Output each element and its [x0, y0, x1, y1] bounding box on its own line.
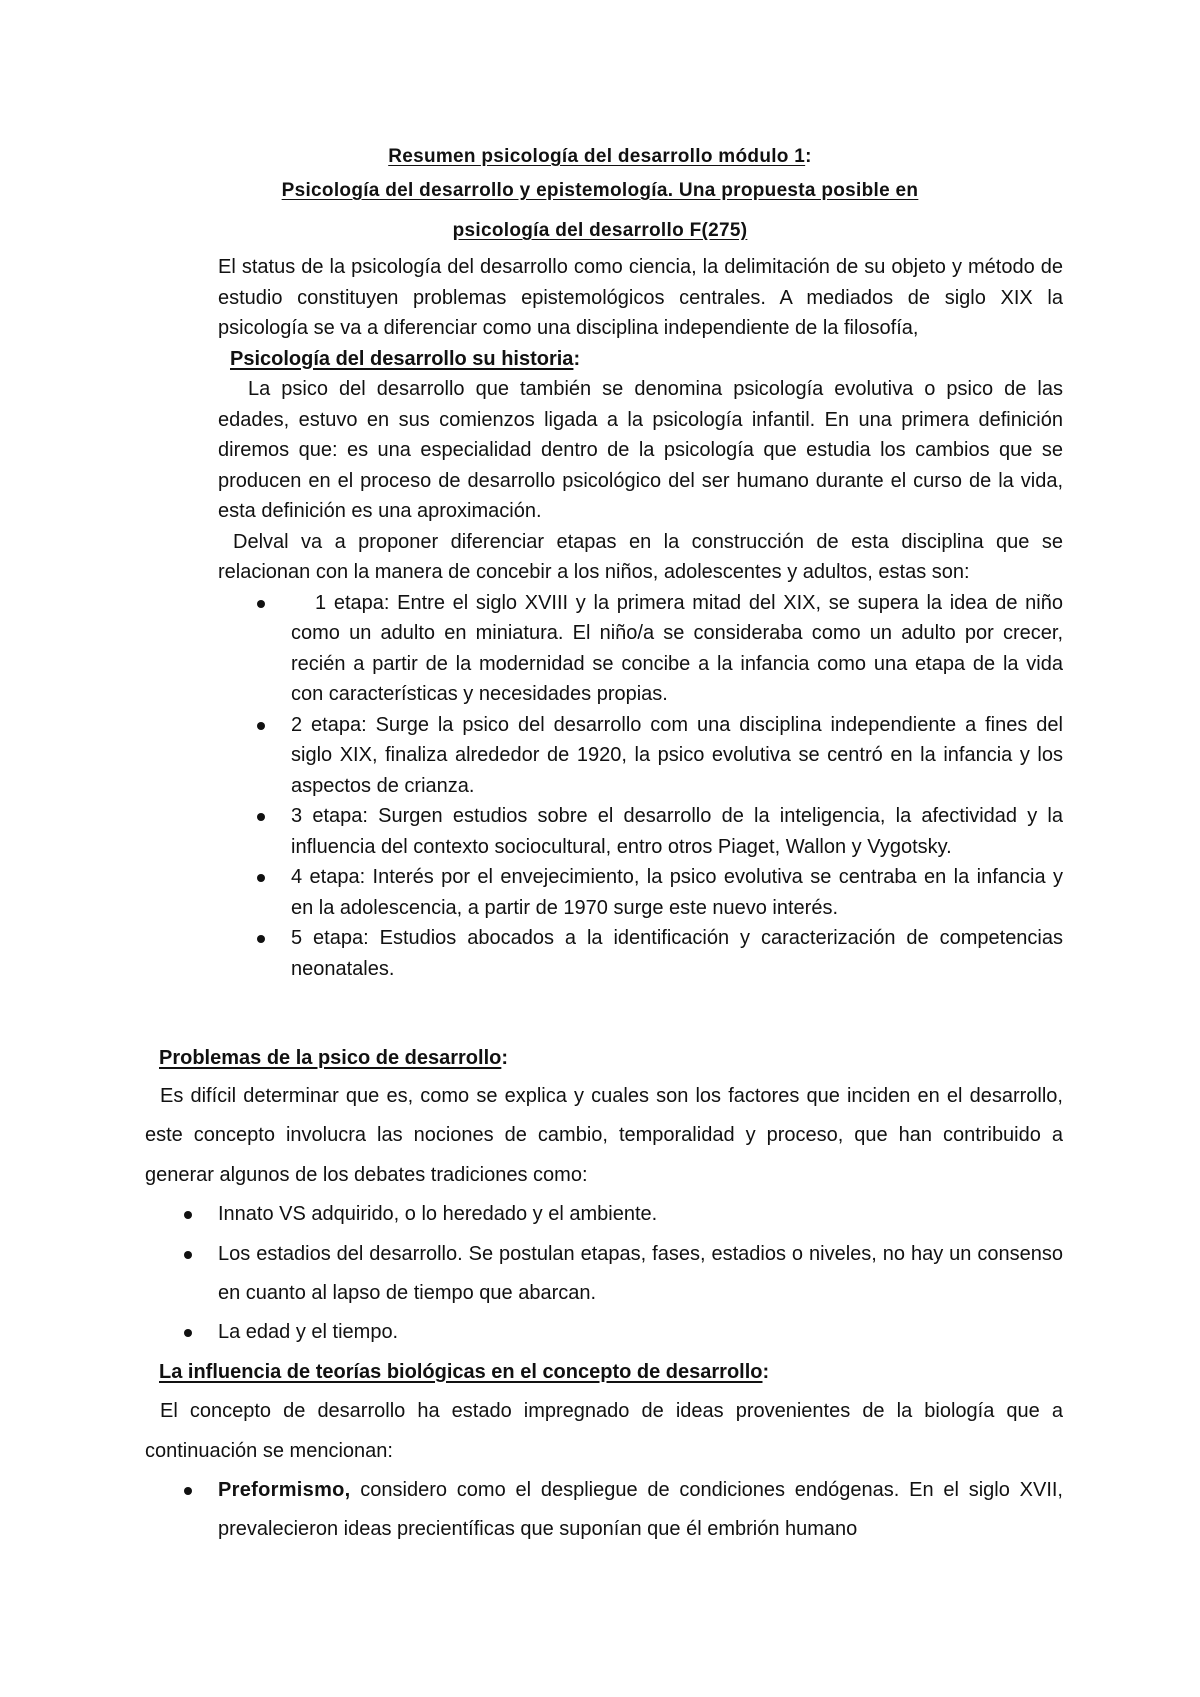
- document-title-text: Resumen psicología del desarrollo módulo 1: [388, 146, 806, 167]
- biology-paragraph: El concepto de desarrollo ha estado impregnado de ideas provenientes de la biología que a continuación se mencionan:: [145, 1400, 1063, 1462]
- history-heading: [230, 344, 1063, 375]
- intro-paragraph: El status de la psicología del desarrollo como ciencia, la delimitación de su objeto y método de estudio constituyen problemas epistemológicos centrales. A mediados de siglo XIX la psicología se va a diferenciar como una disciplina independiente de la filosofía,: [218, 256, 1063, 339]
- bullet-icon: [257, 813, 265, 821]
- list-item: [145, 1313, 1063, 1352]
- history-paragraph: La psico del desarrollo que también se denomina psicología evolutiva o psico de las edades, estuvo en sus comienzos ligada a la psicología infantil. En una primera definición diremos que: es una especialidad dentro de la psicología que estudia los cambios que se producen en el proceso de desarrollo psicológico del ser humano durante el curso de la vida, esta definición es una aproximación.: [218, 378, 1063, 522]
- debates-list: [145, 1195, 1063, 1353]
- preformismo-term: Preformismo,: [218, 1479, 351, 1502]
- problems-paragraph: Es difícil determinar que es, como se explica y cuales son los factores que inciden en el desarrollo, este concepto involucra las nociones de cambio, temporalidad y proceso, que han contribuido a generar algunos de los debates tradiciones como:: [145, 1085, 1063, 1186]
- problems-heading-text: Problemas de la psico de desarrollo: [159, 1047, 502, 1069]
- list-item-text: 1 etapa: Entre el siglo XVIII y la primera mitad del XIX, se supera la idea de niño como un adulto en miniatura. El niño/a se consideraba como un adulto por crecer, recién a partir de la modernidad se concibe a la infancia como una etapa de la vida con características y necesidades propias.: [291, 591, 1063, 705]
- list-item: [218, 801, 1063, 862]
- list-item-text: 4 etapa: Interés por el envejecimiento, la psico evolutiva se centraba en la infancia y en la adolescencia, a partir de 1970 surge este nuevo interés.: [291, 866, 1063, 919]
- bullet-icon: [184, 1251, 192, 1259]
- biology-heading: [159, 1353, 1063, 1392]
- list-item-text: considero como el despliegue de condiciones endógenas. En el siglo XVII, prevalecieron ideas precientíficas que suponían que él embrión humano: [218, 1479, 1063, 1541]
- stages-list: [218, 588, 1063, 985]
- list-item: [218, 862, 1063, 923]
- document-subtitle-line-2: psicología del desarrollo F(275): [452, 220, 748, 241]
- theories-list: [145, 1471, 1063, 1550]
- bullet-icon: [184, 1329, 192, 1337]
- bullet-icon: [184, 1211, 192, 1219]
- bullet-icon: [184, 1487, 192, 1495]
- problems-heading: [159, 1043, 1063, 1073]
- biology-heading-text: La influencia de teorías biológicas en el concepto de desarrollo: [159, 1360, 763, 1383]
- document-subtitle-line-1: Psicología del desarrollo y epistemología. Una propuesta posible en: [281, 180, 919, 201]
- list-item-text: Los estadios del desarrollo. Se postulan etapas, fases, estadios o niveles, no hay un consenso en cuanto al lapso de tiempo que abarcan.: [218, 1242, 1063, 1305]
- bullet-icon: [257, 600, 265, 608]
- list-item: [145, 1195, 1063, 1234]
- history-heading-text: Psicología del desarrollo su historia: [230, 347, 574, 370]
- list-item: [145, 1471, 1063, 1550]
- list-item-text: 3 etapa: Surgen estudios sobre el desarrollo de la inteligencia, la afectividad y la influencia del contexto sociocultural, entro otros Piaget, Wallon y Vygotsky.: [291, 805, 1063, 858]
- bullet-icon: [257, 722, 265, 730]
- list-item: [218, 588, 1063, 710]
- delval-paragraph: Delval va a proponer diferenciar etapas en la construcción de esta disciplina que se relacionan con la manera de concebir a los niños, adolescentes y adultos, estas son:: [218, 530, 1063, 583]
- list-item: [218, 923, 1063, 984]
- list-item: [145, 1235, 1063, 1314]
- history-heading-colon: :: [573, 347, 581, 370]
- list-item-text: 5 etapa: Estudios abocados a la identificación y caracterización de competencias neonatales.: [291, 927, 1063, 980]
- list-item-text: La edad y el tiempo.: [218, 1321, 399, 1344]
- bullet-icon: [257, 874, 265, 882]
- document-title-colon: :: [805, 146, 812, 167]
- list-item-text: 2 etapa: Surge la psico del desarrollo com una disciplina independiente a fines del siglo XIX, finaliza alrededor de 1920, la psico evolutiva se centró en la infancia y los aspectos de crianza.: [291, 713, 1063, 797]
- list-item-text: Innato VS adquirido, o lo heredado y el ambiente.: [218, 1203, 658, 1226]
- problems-heading-colon: :: [501, 1047, 509, 1069]
- document-title: [0, 146, 1200, 168]
- section-problems: [145, 1043, 1063, 1550]
- bullet-icon: [257, 935, 265, 943]
- section-history: [218, 252, 1063, 984]
- list-item: [218, 710, 1063, 802]
- biology-heading-colon: :: [762, 1360, 770, 1383]
